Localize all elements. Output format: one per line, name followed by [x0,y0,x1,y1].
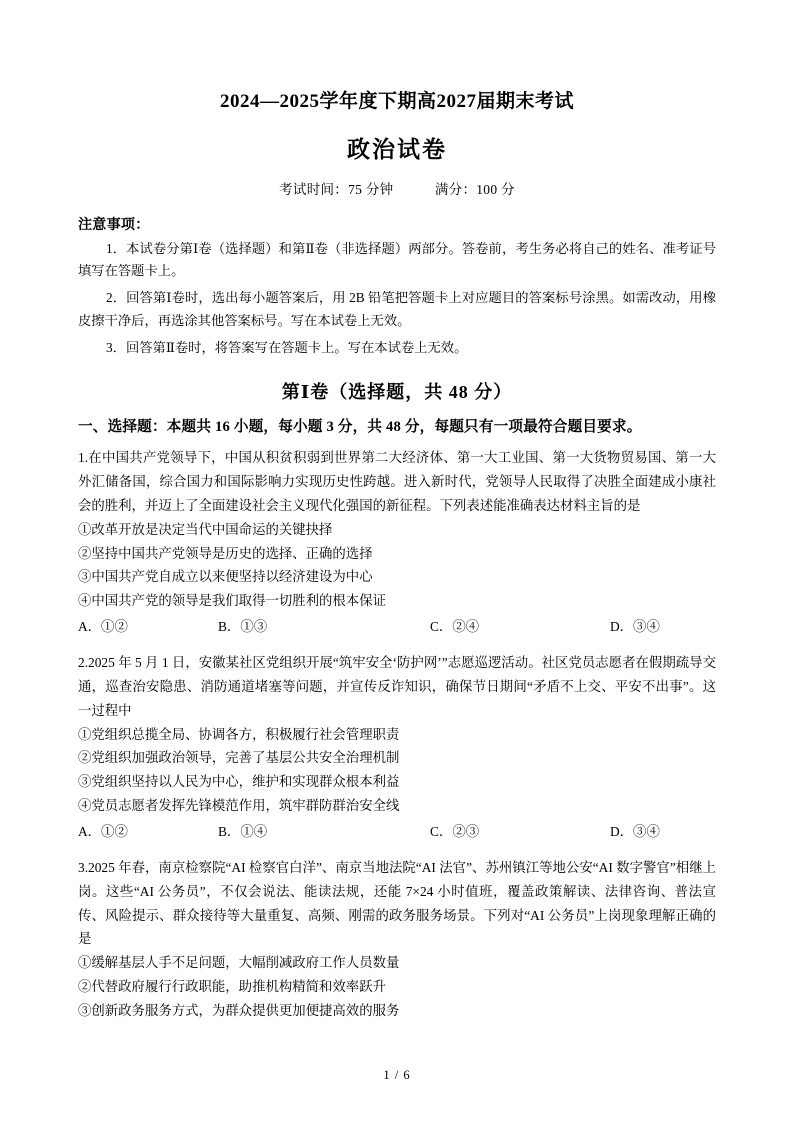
option-a[interactable]: A．①② [78,619,128,635]
question-options [78,615,716,639]
option-c[interactable]: C．②④ [430,619,480,635]
option-a[interactable]: A．①② [78,824,128,840]
part-heading: 一、选择题：本题共 16 小题，每小题 3 分，共 48 分，每题只有一项最符合题目要求。 [78,418,642,435]
question-item: ③创新政务服务方式，为群众提供更加便捷高效的服务 [78,1003,400,1019]
option-b[interactable]: B．①④ [218,824,268,840]
option-c[interactable]: C．②③ [430,824,480,840]
question-stem: 3.2025 年春，南京检察院“AI 检察官白洋”、南京当地法院“AI 法官”、苏州镇江等地公安“AI 数字警官”相继上岗。这些“AI 公务员”，不仅会说法、能读法规，还能 7×24 小时值班，覆盖政策解读、法律咨询、普法宣传、风险提示、群众接待等大量重复、高频、刚需的政务服务场景。下列对“AI 公务员”上岗现象理解正确的是 [78,859,716,947]
section-title: 第Ⅰ卷（选择题，共 48 分） [281,381,513,402]
question-item: ②代替政府履行行政职能，助推机构精简和效率跃升 [78,979,386,995]
question-item: ②坚持中国共产党领导是历史的选择、正确的选择 [78,545,373,561]
exam-total-score: 满分：100 分 [434,181,515,197]
notice-title: 注意事项： [78,217,150,233]
question-item: ③党组织坚持以人民为中心，维护和实现群众根本利益 [78,774,400,790]
question-item: ④党员志愿者发挥先锋模范作用，筑牢群防群治安全线 [78,798,400,814]
option-d[interactable]: D．③④ [610,824,660,840]
question-options [78,820,716,844]
question-stem: 1.在中国共产党领导下，中国从积贫积弱到世界第二大经济体、第一大工业国、第一大货物贸易国、第一大外汇储备国，综合国力和国际影响力实现历史性跨越。进入新时代，党领导人民取得了决胜全面建成小康社会的胜利，并迈上了全面建设社会主义现代化强国的新征程。下列表述能准确表达材料主旨的是 [78,450,716,513]
question-item: ④中国共产党的领导是我们取得一切胜利的根本保证 [78,593,386,609]
page-number: 1 / 6 [383,1068,411,1082]
page-footer [0,1068,794,1083]
question-item: ①党组织总揽全局、协调各方，积极履行社会管理职责 [78,726,400,742]
subject-title: 政治试卷 [347,136,447,162]
question-item: ②党组织加强政治领导，完善了基层公共安全治理机制 [78,750,400,766]
exam-duration: 考试时间：75 分钟 [279,181,394,197]
exam-info [78,178,716,198]
question-item: ①改革开放是决定当代中国命运的关键抉择 [78,521,333,537]
page-title: 2024—2025学年度下期高2027届期末考试 [219,91,574,112]
question-item: ③中国共产党自成立以来便坚持以经济建设为中心 [78,569,373,585]
notice-item: 2．回答第Ⅰ卷时，选出每小题答案后，用 2B 铅笔把答题卡上对应题目的答案标号涂黑。如需改动，用橡皮擦干净后，再选涂其他答案标号。写在本试卷上无效。 [78,290,716,329]
question-item: ①缓解基层人手不足问题，大幅削减政府工作人员数量 [78,955,400,971]
spacer [78,844,716,849]
notice-item: 1．本试卷分第Ⅰ卷（选择题）和第Ⅱ卷（非选择题）两部分。答卷前，考生务必将自己的姓名、准考证号填写在答题卡上。 [78,240,716,279]
option-b[interactable]: B．①③ [218,619,268,635]
notice-item: 3．回答第Ⅱ卷时，将答案写在答题卡上。写在本试卷上无效。 [106,339,468,355]
question-stem: 2.2025 年 5 月 1 日，安徽某社区党组织开展“筑牢安全‘防护网’”志愿巡逻活动。社区党员志愿者在假期疏导交通，巡查治安隐患、消防通道堵塞等问题，并宣传反诈知识，确保节日期间“矛盾不上交、平安不出事”。这一过程中 [78,655,716,718]
option-d[interactable]: D．③④ [610,619,660,635]
spacer [78,639,716,644]
